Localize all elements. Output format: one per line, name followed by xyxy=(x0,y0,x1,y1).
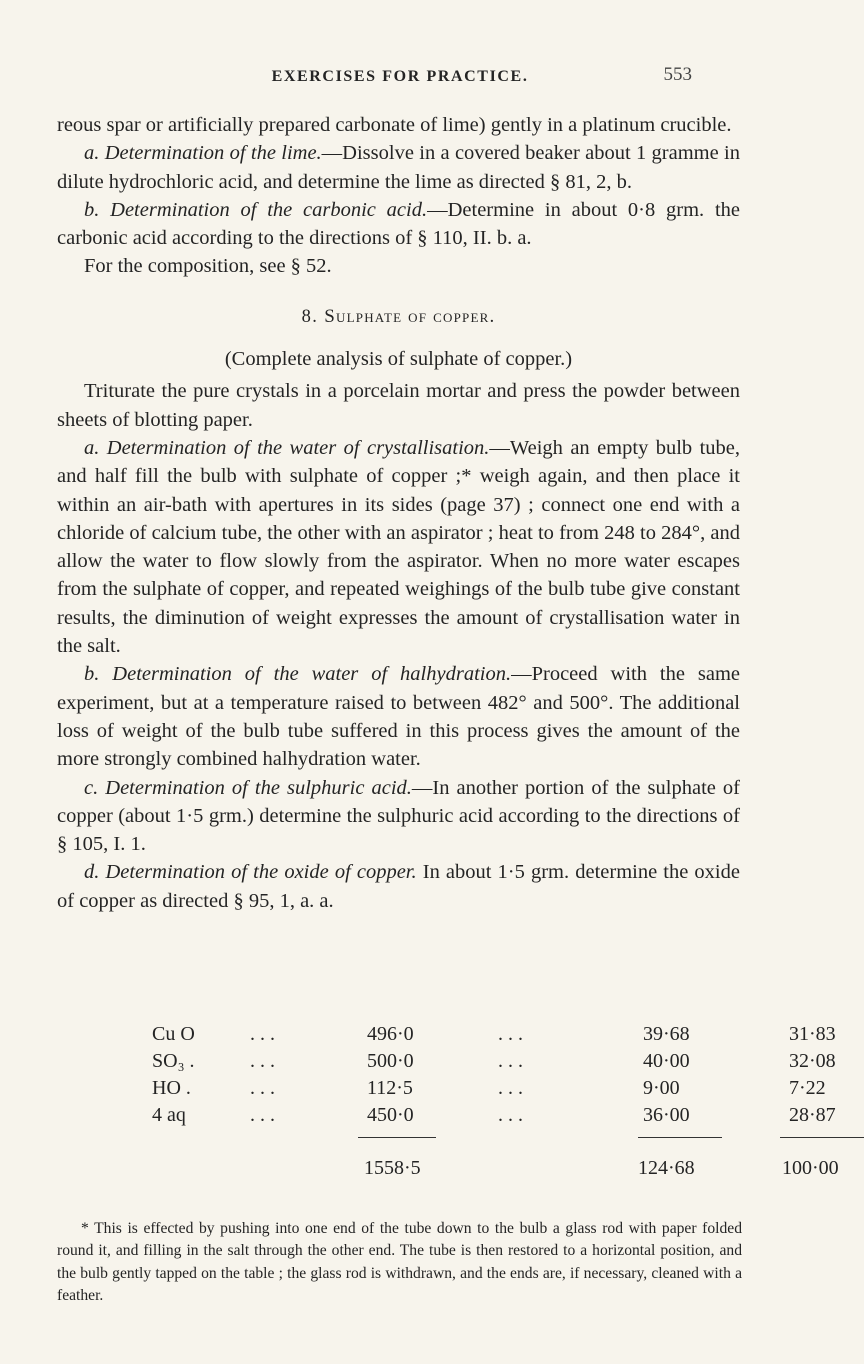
row-label: Cu O xyxy=(152,1023,195,1045)
leader-dots: . . . xyxy=(498,1077,523,1099)
total-percent: 100·00 xyxy=(782,1157,839,1179)
crystallisation-text: —Weigh an empty bulb tube, and half fill the bulb with sulphate of copper ;* weigh again, and then place it within an air-bath with apertures in its sides (page 37) ; connect one end with a chloride of calcium tube, the other with an aspirator ; heat to from 248 to 284°, and allow the water to flow slowly from the aspirator. When no more water escapes from the sulphate of copper, and repeated weighings of the bulb tube give constant results, the diminution of weight expresses the amount of crystallisation water in the salt. xyxy=(57,436,740,658)
equivalent-value: 112·5 xyxy=(367,1077,413,1099)
section-title xyxy=(57,303,740,331)
row-label: SO₃ . xyxy=(152,1050,195,1072)
carbonic-acid-text: —Determine in about 0·8 grm. the carbonic acid according to the directions of § 110, II. b. a. xyxy=(57,198,740,250)
paragraph-halhydration xyxy=(57,660,740,773)
leader-dots: . . . xyxy=(250,1077,275,1099)
table-row xyxy=(152,1104,836,1131)
lime-text: —Dissolve in a covered beaker about 1 gramme in dilute hydrochloric acid, and determine the lime as directed § 81, 2, b. xyxy=(57,142,740,193)
table-row xyxy=(152,1023,836,1050)
lime-heading: a. Determination of the lime. xyxy=(84,142,322,165)
sulphuric-acid-heading: c. Determination of the sulphuric acid. xyxy=(84,776,412,799)
paragraph-carbonic-acid xyxy=(57,196,740,253)
paragraph-continuation: reous spar or artificially prepared carbonate of lime) gently in a platinum crucible. xyxy=(57,114,732,136)
section-note: (Complete analysis of sulphate of copper.) xyxy=(224,348,573,371)
table-row xyxy=(152,1050,836,1077)
table-total-row xyxy=(152,1153,839,1183)
paragraph-composition: For the composition, see § 52. xyxy=(84,255,332,278)
oxide-of-copper-heading: d. Determination of the oxide of copper. xyxy=(84,861,417,884)
crystallisation-heading: a. Determination of the water of crystallisation. xyxy=(84,436,490,459)
table-row xyxy=(152,1077,826,1104)
paragraph-oxide-of-copper xyxy=(57,858,740,915)
footnote-text: * This is effected by pushing into one end of the tube down to the bulb a glass rod with paper folded round it, and filling in the salt through the other end. The tube is then restored to a horizontal position, and the bulb gently tapped on the table ; the glass rod is withdrawn, and the ends are, if necessary, cleaned with a feather. xyxy=(57,1220,742,1304)
page-body xyxy=(57,111,740,915)
total-rules xyxy=(152,1131,672,1153)
section-number: 8. xyxy=(301,306,319,327)
equivalent-value: 500·0 xyxy=(367,1050,414,1072)
weight-value: 39·68 xyxy=(643,1023,690,1045)
total-equivalent: 1558·5 xyxy=(364,1157,421,1179)
leader-dots: . . . xyxy=(498,1023,523,1045)
weight-value: 36·00 xyxy=(643,1104,690,1126)
sulphuric-acid-text: —In another portion of the sulphate of copper (about 1·5 grm.) determine the sulphuric acid according to the directions of § 105, I. 1. xyxy=(57,776,740,856)
rule-equivalent xyxy=(358,1137,436,1138)
leader-dots: . . . xyxy=(250,1023,275,1045)
leader-dots: . . . xyxy=(250,1050,275,1072)
paragraph-sulphuric-acid xyxy=(57,774,740,859)
total-weight: 124·68 xyxy=(638,1157,695,1179)
carbonic-acid-heading: b. Determination of the carbonic acid. xyxy=(84,198,428,221)
leader-dots: . . . xyxy=(498,1050,523,1072)
paragraph-crystallisation xyxy=(57,434,740,660)
percent-value: 32·08 xyxy=(789,1050,836,1072)
equivalent-value: 496·0 xyxy=(367,1023,414,1045)
weight-value: 40·00 xyxy=(643,1050,690,1072)
halhydration-text: —Proceed with the same experiment, but at a temperature raised to between 482° and 500°. The additional loss of weight of the bulb tube suffered in this process gives the amount of the more strongly combined halhydration water. xyxy=(57,663,740,771)
rule-percent xyxy=(780,1137,864,1138)
percent-value: 7·22 xyxy=(789,1077,826,1099)
paragraph-triturate: Triturate the pure crystals in a porcelain mortar and press the powder between sheets of blotting paper. xyxy=(57,380,740,431)
paragraph-lime xyxy=(57,139,740,196)
page-header xyxy=(0,62,800,92)
page-number: 553 xyxy=(663,64,692,85)
equivalent-value: 450·0 xyxy=(367,1104,414,1126)
oxide-of-copper-text: In about 1·5 grm. determine the oxide of copper as directed § 95, 1, a. a. xyxy=(57,861,740,912)
weight-value: 9·00 xyxy=(643,1077,680,1099)
row-label: 4 aq xyxy=(152,1104,186,1126)
footnote xyxy=(57,1218,742,1307)
leader-dots: . . . xyxy=(250,1104,275,1126)
halhydration-heading: b. Determination of the water of halhydration. xyxy=(84,663,512,686)
row-label: HO . xyxy=(152,1077,191,1099)
rule-weight xyxy=(638,1137,722,1138)
section-name: Sulphate of copper. xyxy=(324,305,496,327)
leader-dots: . . . xyxy=(498,1104,523,1126)
composition-table xyxy=(152,1023,839,1183)
running-head: EXERCISES FOR PRACTICE. xyxy=(271,68,529,85)
percent-value: 28·87 xyxy=(789,1104,836,1126)
percent-value: 31·83 xyxy=(789,1023,836,1045)
